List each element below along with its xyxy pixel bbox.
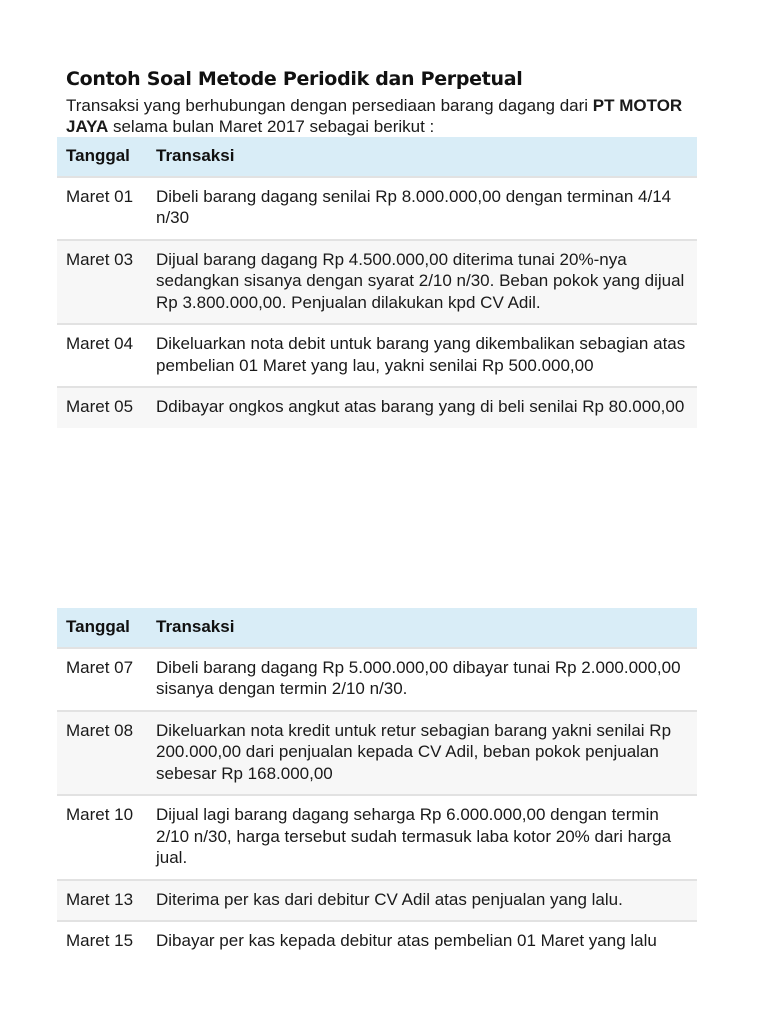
transaction-cell: Dikeluarkan nota debit untuk barang yang dikembalikan sebagian atas pembelian 01 Maret yang lau, yakni senilai Rp 500.000,00 xyxy=(147,324,697,387)
date-cell: Maret 10 xyxy=(57,795,147,880)
table-row xyxy=(57,880,697,922)
table-row xyxy=(57,387,697,428)
header-transaksi: Transaksi xyxy=(147,608,697,648)
table-row xyxy=(57,240,697,325)
transaction-cell: Dijual lagi barang dagang seharga Rp 6.000.000,00 dengan termin 2/10 n/30, harga tersebut sudah termasuk laba kotor 20% dari harga jual. xyxy=(147,795,697,880)
intro-paragraph xyxy=(66,95,696,137)
table-row xyxy=(57,711,697,796)
intro-text-before: Transaksi yang berhubungan dengan persediaan barang dagang dari xyxy=(66,96,593,115)
table-row xyxy=(57,324,697,387)
header-transaksi: Transaksi xyxy=(147,137,697,177)
transaction-cell: Dibayar per kas kepada debitur atas pembelian 01 Maret yang lalu xyxy=(147,921,697,962)
table-row xyxy=(57,921,697,962)
header-tanggal: Tanggal xyxy=(57,608,147,648)
table-row xyxy=(57,795,697,880)
header-tanggal: Tanggal xyxy=(57,137,147,177)
date-cell: Maret 04 xyxy=(57,324,147,387)
table-row xyxy=(57,177,697,240)
date-cell: Maret 15 xyxy=(57,921,147,962)
transaction-cell: Dijual barang dagang Rp 4.500.000,00 diterima tunai 20%-nya sedangkan sisanya dengan syarat 2/10 n/30. Beban pokok yang dijual Rp 3.800.000,00. Penjualan dilakukan kpd CV Adil. xyxy=(147,240,697,325)
table-row xyxy=(57,648,697,711)
date-cell: Maret 05 xyxy=(57,387,147,428)
date-cell: Maret 13 xyxy=(57,880,147,922)
transaction-cell: Dibeli barang dagang Rp 5.000.000,00 dibayar tunai Rp 2.000.000,00 sisanya dengan termin 2/10 n/30. xyxy=(147,648,697,711)
table-header-row xyxy=(57,137,697,177)
company-name: PT MOTOR JAYA xyxy=(66,96,683,136)
date-cell: Maret 01 xyxy=(57,177,147,240)
transaction-cell: Dibeli barang dagang senilai Rp 8.000.000,00 dengan terminan 4/14 n/30 xyxy=(147,177,697,240)
date-cell: Maret 07 xyxy=(57,648,147,711)
transaction-cell: Dikeluarkan nota kredit untuk retur sebagian barang yakni senilai Rp 200.000,00 dari penjualan kepada CV Adil, beban pokok penjualan sebesar Rp 168.000,00 xyxy=(147,711,697,796)
page-title: Contoh Soal Metode Periodik dan Perpetual xyxy=(66,68,523,90)
date-cell: Maret 03 xyxy=(57,240,147,325)
table-header-row xyxy=(57,608,697,648)
transaction-cell: Diterima per kas dari debitur CV Adil atas penjualan yang lalu. xyxy=(147,880,697,922)
transaction-table-2 xyxy=(57,608,697,962)
intro-text-after: selama bulan Maret 2017 sebagai berikut : xyxy=(108,117,435,136)
transaction-table-1 xyxy=(57,137,697,428)
date-cell: Maret 08 xyxy=(57,711,147,796)
transaction-cell: Ddibayar ongkos angkut atas barang yang di beli senilai Rp 80.000,00 xyxy=(147,387,697,428)
